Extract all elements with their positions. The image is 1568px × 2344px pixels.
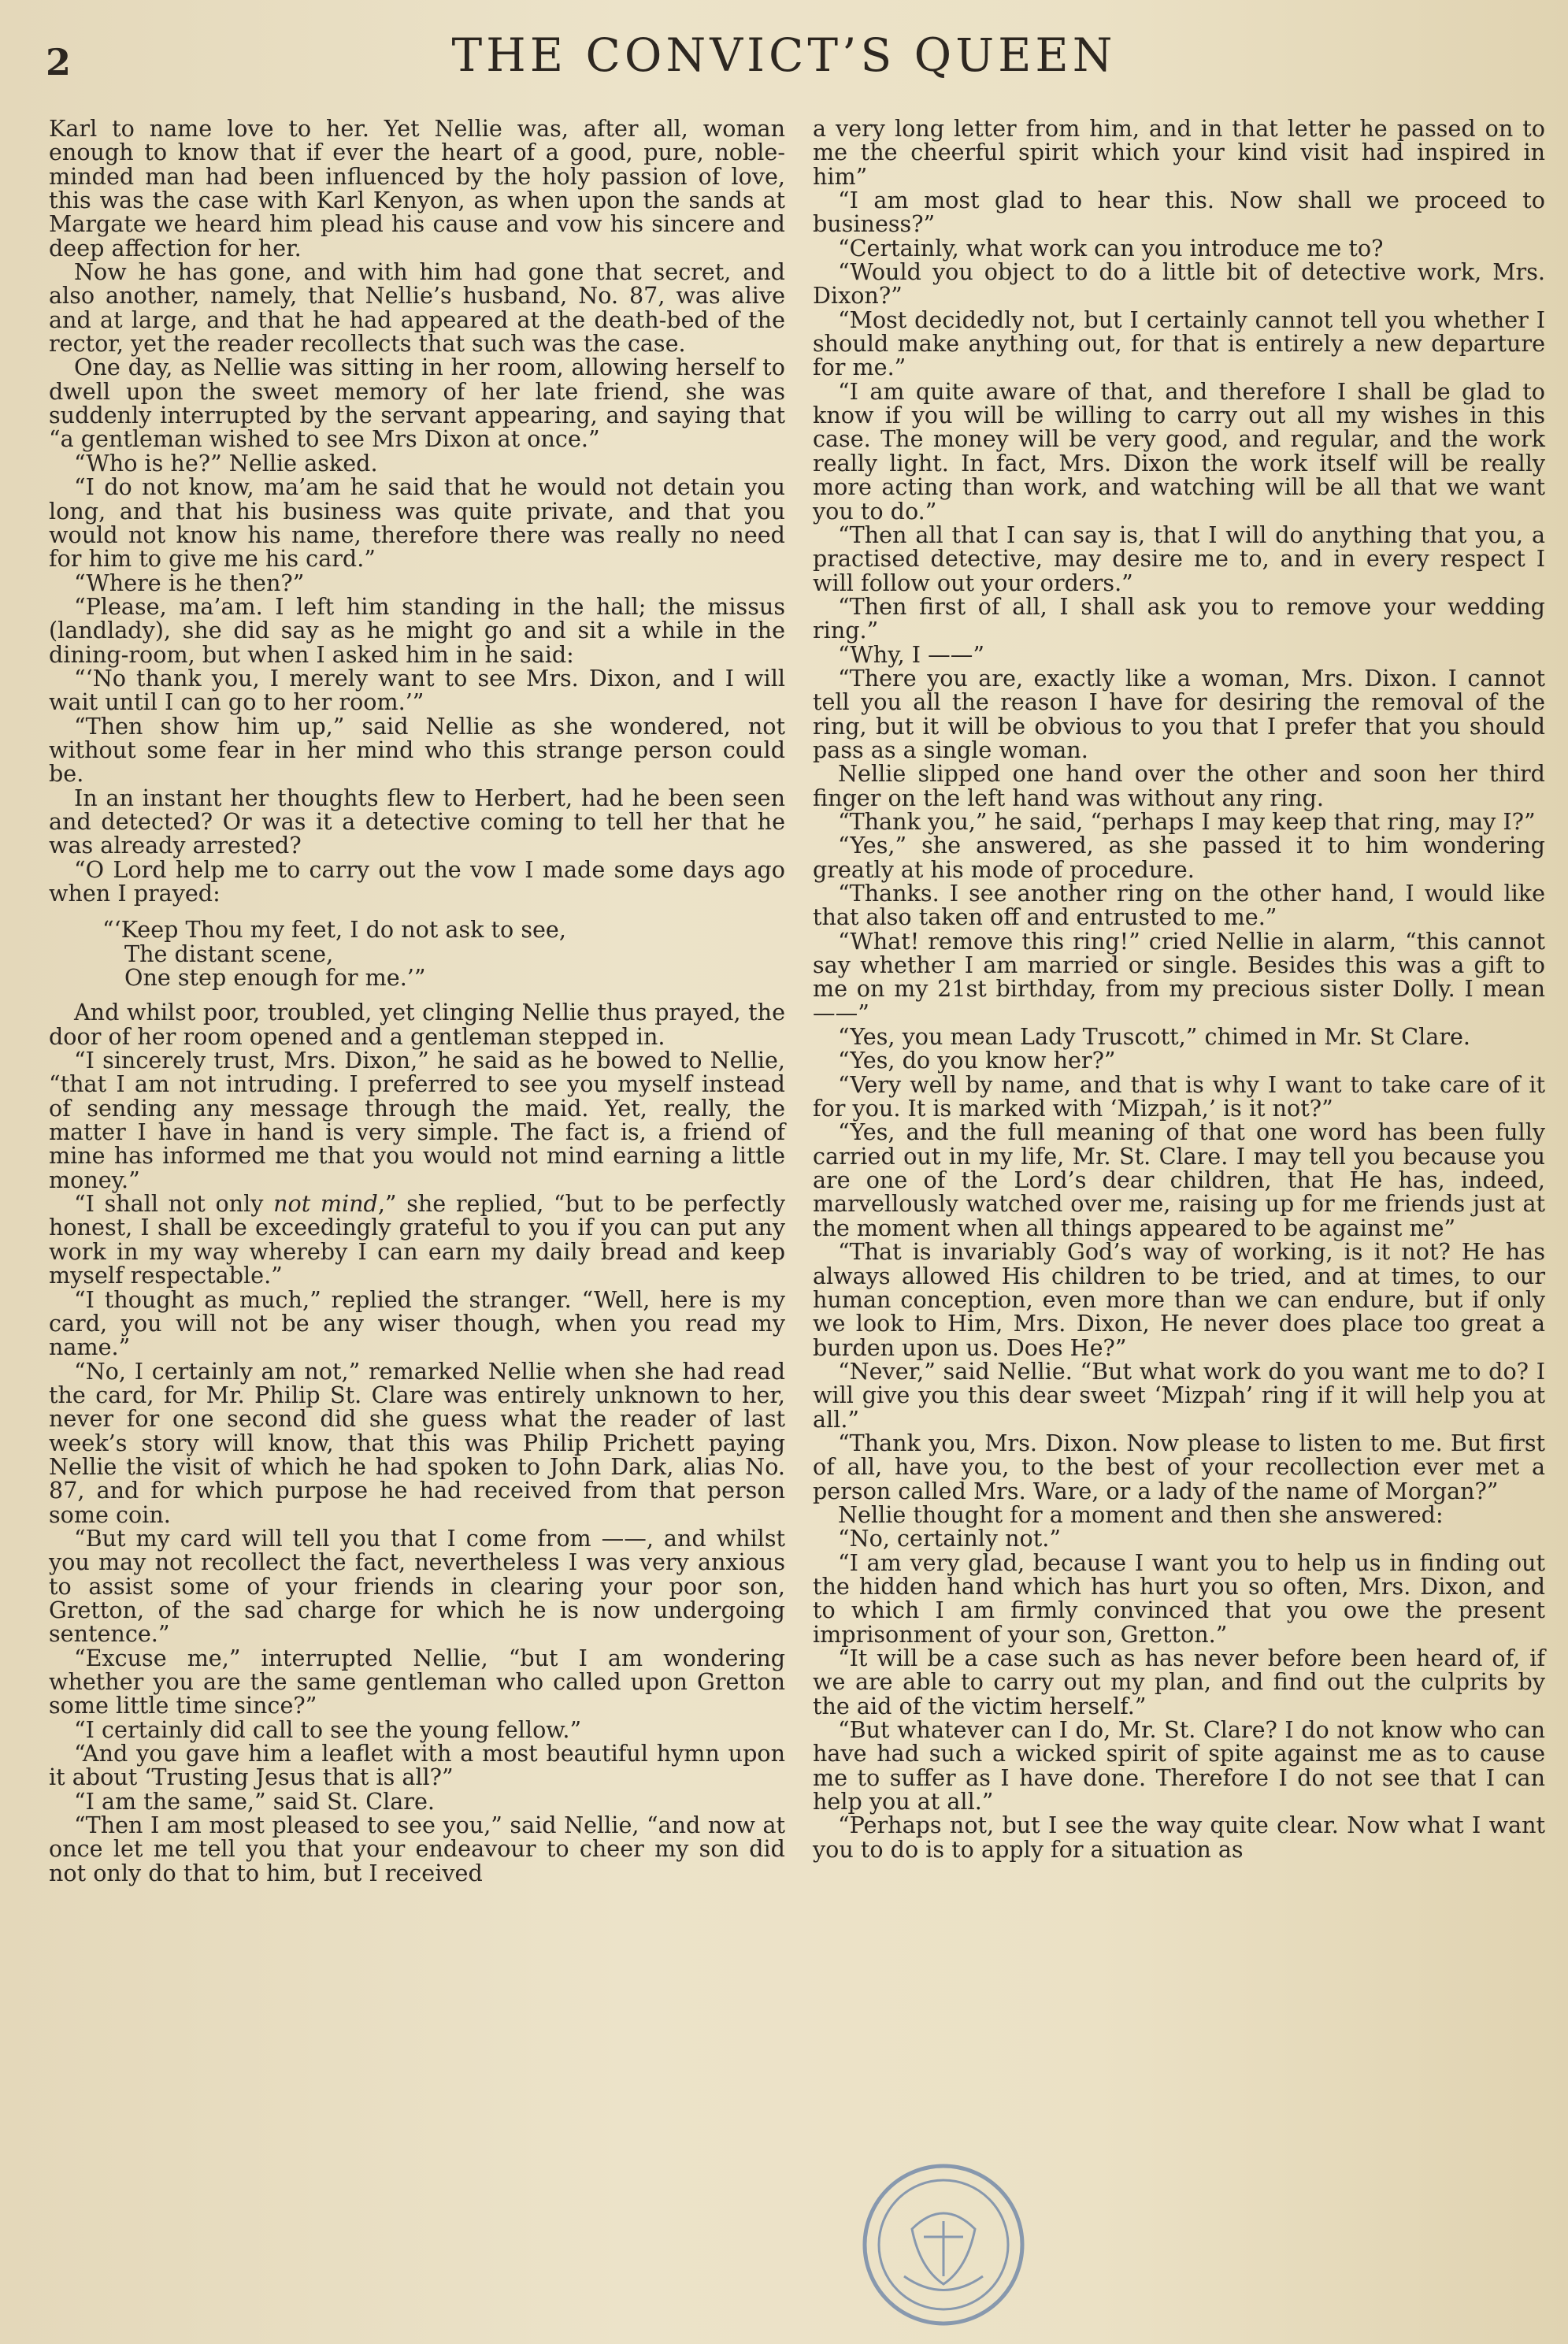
running-title: THE CONVICT’S QUEEN — [451, 28, 1117, 82]
paragraph: “Where is he then?” — [74, 569, 305, 596]
paragraph: “That is invariably God’s way of working, is it not? He has always allowed His children to be tried, and at times, to our human conception, even more than we can endure, but if only we look to Him, Mrs. Dixon, He never does place too great a burden upon us. Does He?” — [813, 1238, 1545, 1361]
paragraph: “‘No thank you, I merely want to see Mrs. Dixon, and I will wait until I can go to her room.’” — [49, 664, 785, 716]
paragraph: “Never,” said Nellie. “But what work do you want me to do? I will give you this dear sweet ‘Mizpah’ ring if it will help you at all.” — [813, 1357, 1545, 1433]
paragraph: Karl to name love to her. Yet Nellie was, after all, woman enough to know that if ever the heart of a good, pure, noble-minded man had been influenced by the holy passion of love, this was the case with Karl Kenyon, as when upon the sands at Margate we heard him plead his cause and vow his sincere and deep affection for her. — [49, 115, 785, 261]
paragraph: “Yes, do you know her?” — [838, 1047, 1116, 1074]
paragraph: “Then I am most pleased to see you,” said Nellie, “and now at once let me tell you that your endeavour to cheer my son did not only do that to him, but I received — [49, 1812, 785, 1886]
paragraph: “Perhaps not, but I see the way quite clear. Now what I want you to do is to apply for a situation as — [813, 1812, 1545, 1863]
verse-line: One step enough for me.’” — [124, 964, 426, 992]
paragraph: “I am quite aware of that, and therefore I shall be glad to know if you will be willing to carry out all my wishes in this case. The money will be very good, and regular, and the work really light. In fact, Mrs. Dixon the work itself will be really more acting than work, and watching will be all that we want you to do.” — [813, 377, 1545, 525]
library-stamp-icon — [857, 2158, 1030, 2331]
paragraph: “I am the same,” said St. Clare. — [74, 1787, 435, 1815]
right-column — [813, 117, 1545, 1861]
paragraph: “Very well by name, and that is why I want to take care of it for you. It is marked with ‘Mizpah,’ is it not?” — [813, 1070, 1545, 1122]
paragraph: “Most decidedly not, but I certainly cannot tell you whether I should make anything out, for that is entirely a new departure for me.” — [813, 306, 1545, 381]
paragraph: “I sincerely trust, Mrs. Dixon,” he said as he bowed to Nellie, “that I am not intruding. I preferred to see you myself instead of sending any message through the maid. Yet, really, the matter I have in hand is very simple. The fact is, a friend of mine has informed me that you would not mind earning a little money.” — [49, 1047, 785, 1193]
paragraph: Now he has gone, and with him had gone that secret, and also another, namely, that Nellie’s husband, No. 87, was alive and at large, and that he had appeared at the death-bed of the rector, yet the reader recollects that such was the case. — [49, 258, 785, 358]
paragraph: “Would you object to do a little bit of detective work, Mrs. Dixon?” — [813, 258, 1545, 310]
paragraph: “No, I certainly am not,” remarked Nellie when she had read the card, for Mr. Philip St. Clare was entirely unknown to her, never for one second did she guess what the reader of last week’s story will know, that this was Philip Prichett paying Nellie the visit of which he had spoken to John Dark, alias No. 87, and for which purpose he had received from that person some coin. — [49, 1357, 785, 1528]
paragraph: “I am most glad to hear this. Now shall we proceed to business?” — [813, 187, 1545, 238]
hymn-verse — [49, 916, 785, 992]
paragraph: “But my card will tell you that I come from ——, and whilst you may not recollect the fact, nevertheless I was very anxious to assist some of your friends in clearing your poor son, Gretton, of the sad charge for which he is now undergoing sentence.” — [49, 1524, 785, 1648]
paragraph: a very long letter from him, and in that letter he passed on to me the cheerful spirit which your kind visit had inspired in him” — [813, 115, 1545, 190]
paragraph: “O Lord help me to carry out the vow I made some days ago when I prayed: — [49, 855, 785, 907]
paragraph: “Then first of all, I shall ask you to remove your wedding ring.” — [813, 592, 1545, 644]
paragraph: “But whatever can I do, Mr. St. Clare? I do not know who can have had such a wicked spirit of spite against me as to cause me to suffer as I have done. Therefore I do not see that I can help you at all.” — [813, 1716, 1545, 1815]
paragraph: And whilst poor, troubled, yet clinging Nellie thus prayed, the door of her room opened and a gentleman stepped in. — [49, 999, 785, 1050]
paragraph: “Thank you,” he said, “perhaps I may keep that ring, may I?” — [838, 807, 1536, 835]
verse-line: “‘Keep Thou my feet, I do not ask to see, — [102, 916, 566, 944]
paragraph: “Then show him up,” said Nellie as she wondered, not without some fear in her mind who this strange person could be. — [49, 712, 785, 788]
paragraph: “There you are, exactly like a woman, Mrs. Dixon. I cannot tell you all the reason I have for desiring the removal of the ring, but it will be obvious to you that I prefer that you should pass as a single woman. — [813, 664, 1545, 763]
paragraph: “Who is he?” Nellie asked. — [74, 449, 378, 477]
text-run: ,” she replied, “but to be perfectly honest, I shall be exceedingly grateful to you if you can put any work in my way whereby I can earn my daily bread and keep myself respectable.” — [49, 1190, 785, 1289]
verse-line: The distant scene, — [124, 940, 334, 967]
paragraph: One day, as Nellie was sitting in her room, allowing herself to dwell upon the sweet memory of her late friend, she was suddenly interrupted by the servant appearing, and saying that “a gentleman wished to see Mrs Dixon at once.” — [49, 354, 785, 453]
left-column — [49, 117, 785, 1885]
paragraph: In an instant her thoughts flew to Herbert, had he been seen and detected? Or was it a detective coming to tell her that he was already arrested? — [49, 784, 785, 859]
emphasis: not mind — [273, 1190, 378, 1218]
paragraph: “Excuse me,” interrupted Nellie, “but I am wondering whether you are the same gentleman who called upon Gretton some little time since?” — [49, 1644, 785, 1719]
paragraph: “Yes,” she answered, as she passed it to him wondering greatly at his mode of procedure. — [813, 832, 1545, 883]
page-number: 2 — [46, 41, 72, 83]
paragraph: “No, certainly not.” — [838, 1525, 1061, 1552]
paragraph — [49, 1192, 785, 1287]
paragraph: Nellie thought for a moment and then she answered: — [838, 1500, 1444, 1528]
paragraph: “Certainly, what work can you introduce me to? — [838, 234, 1384, 261]
paragraph: “What! remove this ring!” cried Nellie in alarm, “this cannot say whether I am married or single. Besides this was a gift to me on my 21st birthday, from my precious sister Dolly. I mean——” — [813, 927, 1545, 1026]
paragraph: “Why, I ——” — [838, 640, 984, 668]
paragraph: Nellie slipped one hand over the other and soon her third finger on the left hand was without any ring. — [813, 760, 1545, 811]
paragraph: “Then all that I can say is, that I will do anything that you, a practised detective, may desire me to, and in every respect I will follow out your orders.” — [813, 521, 1545, 596]
text-run: “I shall not only — [74, 1190, 274, 1218]
paragraph: “I do not know, ma’am he said that he would not detain you long, and that his business was quite private, and that you would not know his name, therefore there was really no need for him to give me his card.” — [49, 473, 785, 573]
paragraph: “I thought as much,” replied the stranger. “Well, here is my card, you will not be any wiser though, when you read my name.” — [49, 1285, 785, 1361]
paragraph: “Thanks. I see another ring on the other hand, I would like that also taken off and entrusted to me.” — [813, 880, 1545, 931]
paragraph: “I certainly did call to see the young fellow.” — [74, 1715, 582, 1743]
paragraph: “I am very glad, because I want you to help us in finding out the hidden hand which has hurt you so often, Mrs. Dixon, and to which I am firmly convinced that you owe the present imprisonment of your son, Gretton.” — [813, 1548, 1545, 1648]
paragraph: “Please, ma’am. I left him standing in the hall; the missus (landlady), she did say as he might go and sit a while in the dining-room, but when I asked him in he said: — [49, 592, 785, 668]
paragraph: “It will be a case such as has never before been heard of, if we are able to carry out my plan, and find out the culprits by the aid of the victim herself.” — [813, 1645, 1545, 1719]
paragraph: “And you gave him a leaflet with a most beautiful hymn upon it about ‘Trusting Jesus that is all?” — [49, 1740, 785, 1791]
paragraph: “Yes, you mean Lady Truscott,” chimed in Mr. St Clare. — [838, 1023, 1471, 1051]
paragraph: “Thank you, Mrs. Dixon. Now please to listen to me. But first of all, have you, to the best of your recollection ever met a person called Mrs. Ware, or a lady of the name of Morgan?” — [813, 1429, 1545, 1504]
paragraph: “Yes, and the full meaning of that one word has been fully carried out in my life, Mr. St. Clare. I may tell you because you are one of the Lord’s dear children, that He has, indeed, marvellously watched over me, raising up for me friends just at the moment when all things appeared to be against me” — [813, 1118, 1545, 1241]
